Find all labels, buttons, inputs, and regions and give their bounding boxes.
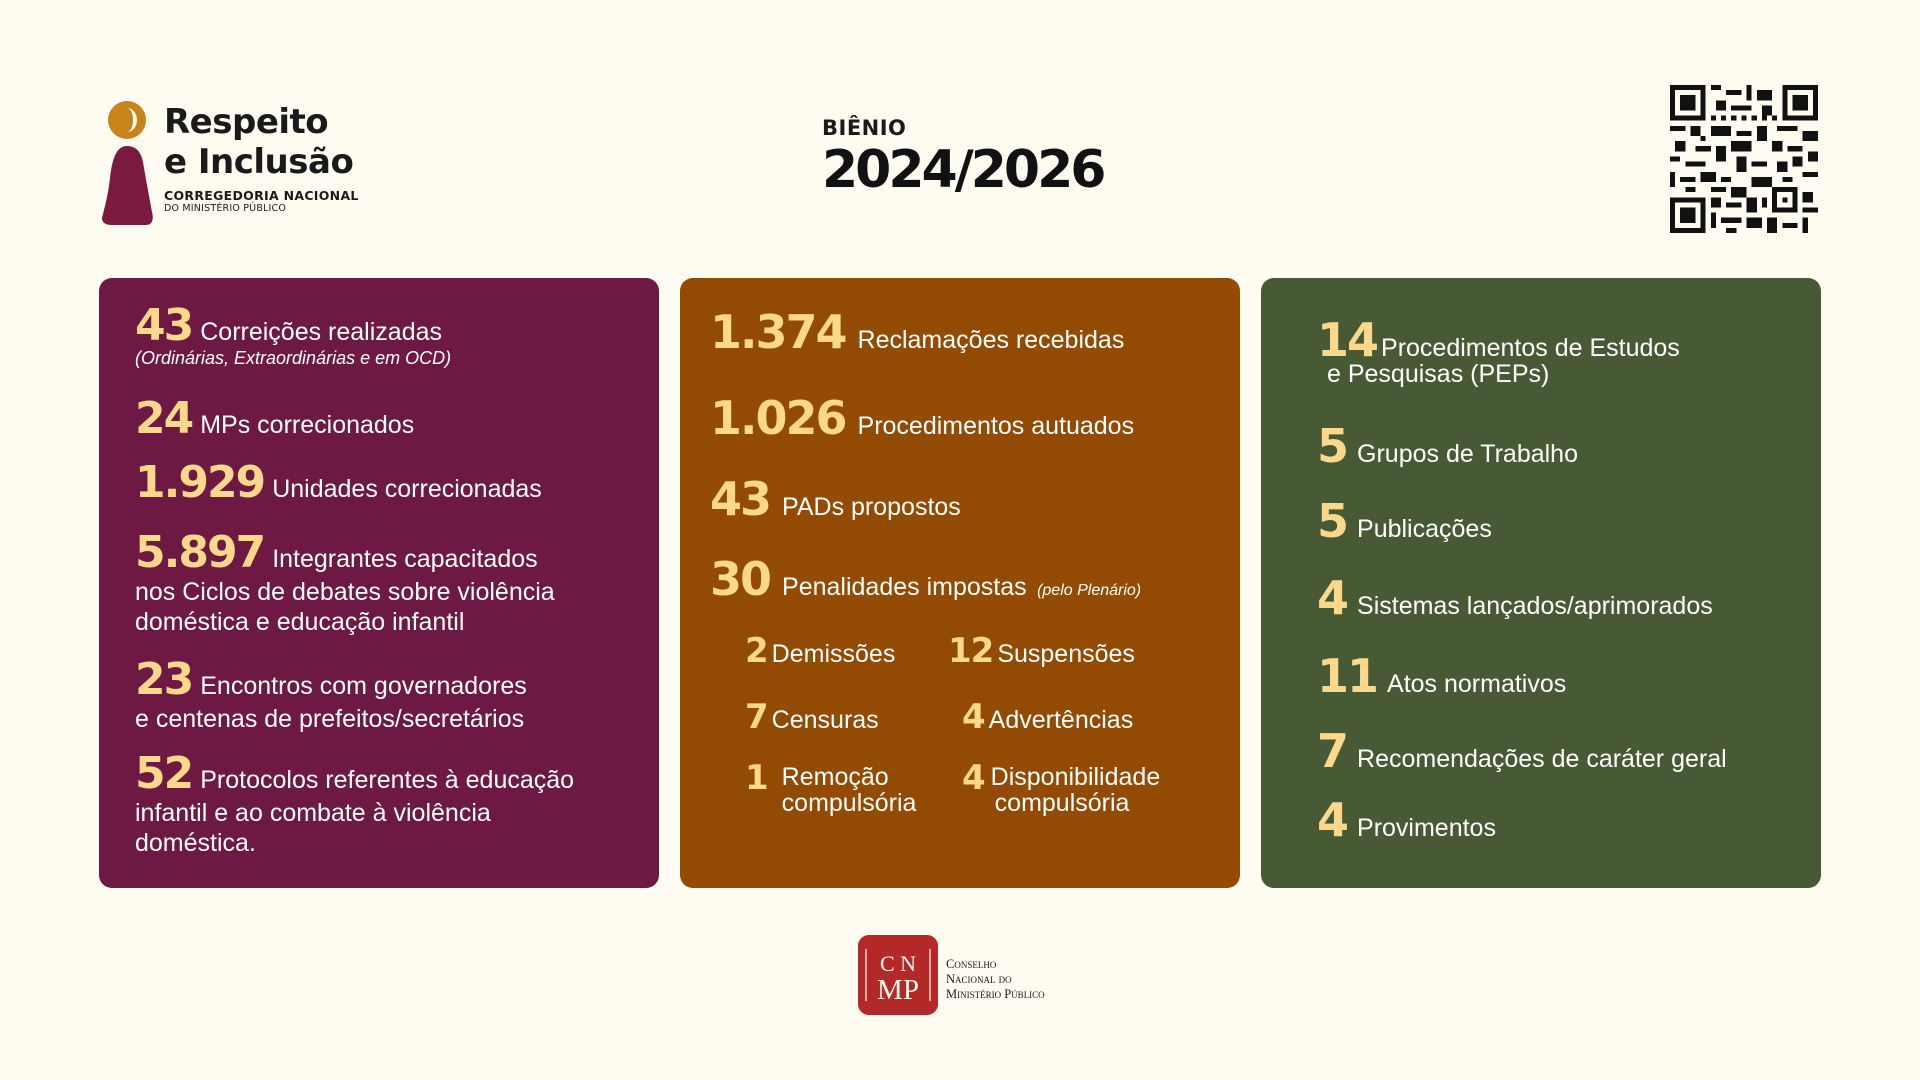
stat-penalidades xyxy=(710,553,1141,605)
stat-continuation: infantil e ao combate à violência xyxy=(135,799,491,827)
stat-label: Penalidades impostas xyxy=(782,573,1027,601)
stat-encontros xyxy=(135,656,527,734)
stat-note: (Ordinárias, Extraordinárias e em OCD) xyxy=(135,348,452,368)
estudos-card xyxy=(1261,278,1821,888)
stat-number: 5 xyxy=(1317,419,1348,473)
stat-label: Recomendações de caráter geral xyxy=(1357,745,1727,773)
bienio-label: BIÊNIO xyxy=(822,116,907,140)
stat-number: 43 xyxy=(710,472,771,526)
stat-unidades xyxy=(135,459,542,507)
stat-number: 30 xyxy=(710,552,771,606)
stat-number: 24 xyxy=(135,393,193,444)
stat-number: 11 xyxy=(1317,649,1378,703)
stat-number: 1.026 xyxy=(710,391,846,445)
stat-number: 5.897 xyxy=(135,527,265,578)
stat-label: Encontros com governadores xyxy=(200,672,527,700)
bienio-block xyxy=(822,116,1103,200)
penalty-label: Censuras xyxy=(771,706,879,734)
penalty-label: Demissões xyxy=(771,640,896,668)
stat-pads xyxy=(710,473,961,525)
penalty-number: 1 xyxy=(745,758,768,798)
stat-label: MPs correcionados xyxy=(200,411,415,439)
stat-number: 43 xyxy=(135,300,193,351)
cnmp-logo xyxy=(858,935,1088,1017)
stat-label: Procedimentos de Estudos xyxy=(1381,334,1680,362)
stat-label: Provimentos xyxy=(1357,814,1496,842)
penalty-remocao xyxy=(745,760,916,816)
penalty-advertencias xyxy=(962,699,1133,735)
stat-label: Unidades correcionadas xyxy=(272,475,542,503)
stat-grupos xyxy=(1317,420,1578,472)
stat-continuation: e Pesquisas (PEPs) xyxy=(1327,360,1550,388)
penalty-label-line: compulsória xyxy=(781,789,917,817)
logo-title: Respeito e Inclusão xyxy=(164,102,354,182)
stat-label: Protocolos referentes à educação xyxy=(200,766,575,794)
svg-text:MP: MP xyxy=(877,974,919,1006)
penalty-label-line: Remoção xyxy=(781,763,889,791)
reclamacoes-card xyxy=(680,278,1240,888)
logo-subtitle: CORREGEDORIA NACIONAL xyxy=(164,188,359,203)
stat-continuation: doméstica e educação infantil xyxy=(135,608,465,636)
stat-number: 5 xyxy=(1317,494,1348,548)
penalty-number: 7 xyxy=(745,697,768,737)
cnmp-name: Conselho Nacional do Ministério Público xyxy=(946,957,1045,1001)
penalty-censuras xyxy=(745,699,879,735)
penalty-label-line: Disponibilidade xyxy=(990,763,1161,791)
stat-protocolos xyxy=(135,750,574,858)
qr-code-icon[interactable] xyxy=(1670,85,1818,233)
penalty-number: 4 xyxy=(962,758,985,798)
stat-label: Procedimentos autuados xyxy=(857,412,1135,440)
stat-correicoes xyxy=(135,302,451,369)
penalty-number: 2 xyxy=(745,631,768,671)
stat-label: Correições realizadas xyxy=(200,318,443,346)
penalty-demissoes xyxy=(745,633,895,669)
stat-label: PADs propostos xyxy=(782,493,961,521)
bienio-years: 2024/2026 xyxy=(822,140,1104,200)
penalty-disponibilidade xyxy=(962,760,1160,816)
stat-number: 23 xyxy=(135,654,193,705)
stat-integrantes xyxy=(135,529,555,637)
stat-continuation: doméstica. xyxy=(135,829,256,857)
brand-logo xyxy=(100,100,400,225)
stat-label: Integrantes capacitados xyxy=(272,545,538,573)
penalty-suspensoes xyxy=(948,633,1135,669)
penalty-label xyxy=(991,764,1161,816)
stat-label: Sistemas lançados/aprimorados xyxy=(1357,592,1713,620)
stat-note: (pelo Plenário) xyxy=(1037,582,1142,599)
stat-number: 4 xyxy=(1317,793,1348,847)
stat-reclamacoes xyxy=(710,306,1124,358)
svg-text:C N: C N xyxy=(879,951,917,976)
cnmp-emblem-icon xyxy=(858,935,938,1015)
stat-number: 1.374 xyxy=(710,305,846,359)
stat-number: 52 xyxy=(135,748,193,799)
logo-subtitle-2: DO MINISTÉRIO PÚBLICO xyxy=(164,203,287,214)
stat-recomendacoes xyxy=(1317,725,1727,777)
penalty-label: Suspensões xyxy=(997,640,1135,668)
stat-provimentos xyxy=(1317,794,1496,846)
stat-number: 7 xyxy=(1317,724,1348,778)
stat-continuation: e centenas de prefeitos/secretários xyxy=(135,705,525,733)
stat-continuation: nos Ciclos de debates sobre violência xyxy=(135,578,555,606)
penalty-label xyxy=(782,764,917,816)
stat-label: Grupos de Trabalho xyxy=(1357,440,1578,468)
stat-sistemas xyxy=(1317,572,1713,624)
stat-publicacoes xyxy=(1317,495,1492,547)
stat-label: Atos normativos xyxy=(1387,670,1567,698)
penalty-label-line: compulsória xyxy=(994,789,1130,817)
stat-number: 4 xyxy=(1317,571,1348,625)
stat-procedimentos xyxy=(710,392,1134,444)
person-figure-logo-icon xyxy=(100,100,155,225)
penalty-label: Advertências xyxy=(988,706,1134,734)
stat-mps xyxy=(135,395,414,443)
stat-number: 14 xyxy=(1317,313,1378,367)
stat-label: Publicações xyxy=(1357,515,1492,543)
stat-label: Reclamações recebidas xyxy=(857,326,1125,354)
correicoes-card xyxy=(99,278,659,888)
stat-peps xyxy=(1317,314,1680,388)
stat-atos xyxy=(1317,650,1566,702)
penalty-number: 4 xyxy=(962,697,985,737)
penalty-number: 12 xyxy=(948,631,994,671)
stat-number: 1.929 xyxy=(135,457,265,508)
